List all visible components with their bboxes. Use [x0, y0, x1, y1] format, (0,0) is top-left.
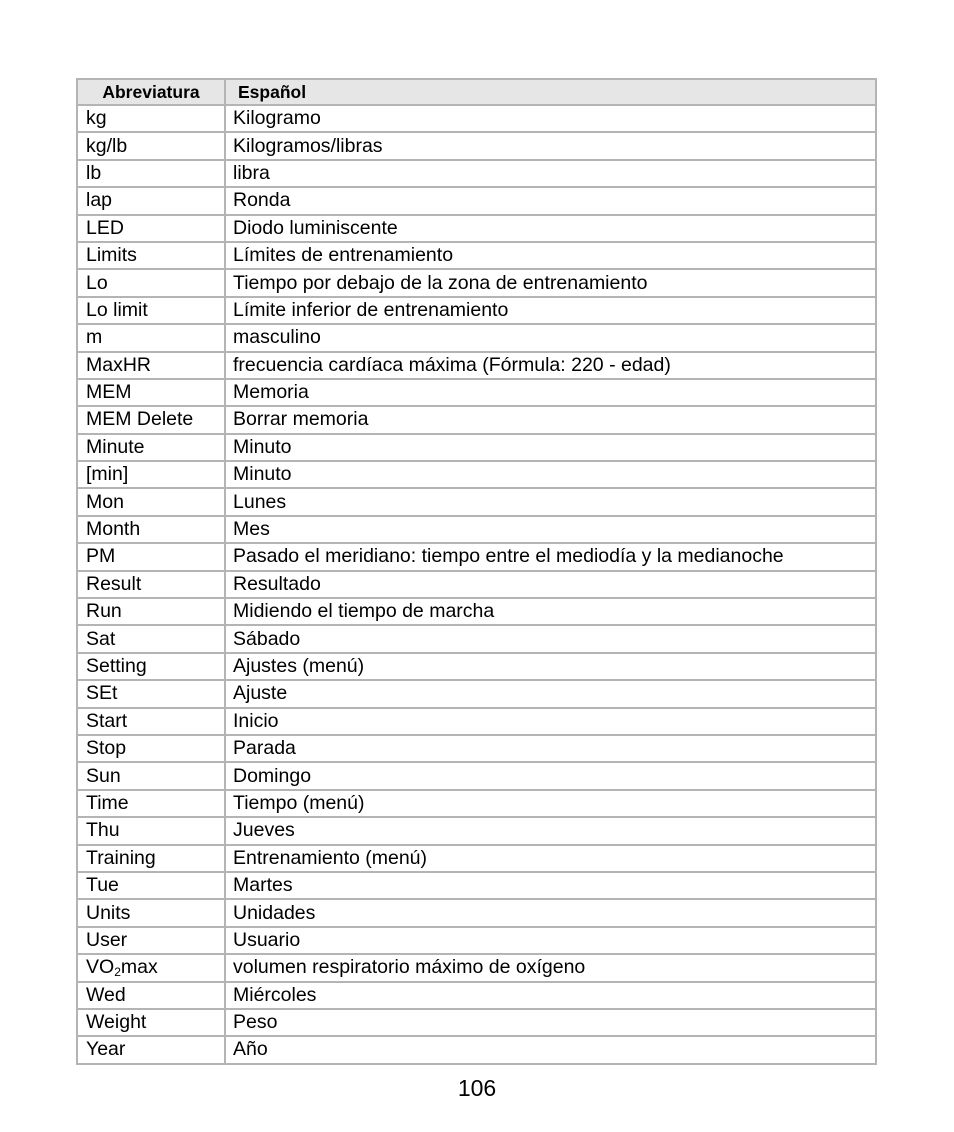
- table-row: [78, 791, 877, 818]
- table-row: [78, 1037, 877, 1064]
- table-row: [78, 599, 877, 626]
- abbreviation-cell: Sat: [78, 626, 226, 653]
- table-row: [78, 161, 877, 188]
- meaning-cell: Lunes: [226, 489, 877, 516]
- table-row: [78, 106, 877, 133]
- abbreviation-text: max: [120, 956, 158, 979]
- abbreviation-cell: PM: [78, 544, 226, 571]
- table-row: [78, 188, 877, 215]
- abbreviation-cell: Mon: [78, 489, 226, 516]
- meaning-cell: Midiendo el tiempo de marcha: [226, 599, 877, 626]
- meaning-cell: Jueves: [226, 818, 877, 845]
- meaning-cell: Minuto: [226, 462, 877, 489]
- table-row: [78, 353, 877, 380]
- table-row: [78, 462, 877, 489]
- table-row: [78, 435, 877, 462]
- table-row: [78, 270, 877, 297]
- table-row: [78, 763, 877, 790]
- table-row: [78, 489, 877, 516]
- meaning-cell: Tiempo (menú): [226, 791, 877, 818]
- abbreviation-cell: Start: [78, 709, 226, 736]
- meaning-cell: libra: [226, 161, 877, 188]
- table-row: [78, 736, 877, 763]
- meaning-cell: Kilogramos/libras: [226, 133, 877, 160]
- meaning-cell: Tiempo por debajo de la zona de entrenamiento: [226, 270, 877, 297]
- abbreviation-cell: MaxHR: [78, 353, 226, 380]
- meaning-cell: Entrenamiento (menú): [226, 846, 877, 873]
- meaning-cell: Pasado el meridiano: tiempo entre el mediodía y la medianoche: [226, 544, 877, 571]
- table-row: [78, 654, 877, 681]
- abbreviation-subscript: 2: [114, 965, 121, 980]
- table-row: [78, 818, 877, 845]
- abbreviation-cell: Limits: [78, 243, 226, 270]
- abbreviation-cell: Setting: [78, 654, 226, 681]
- meaning-cell: Resultado: [226, 572, 877, 599]
- table-row: [78, 983, 877, 1010]
- meaning-cell: Límite inferior de entrenamiento: [226, 298, 877, 325]
- meaning-cell: frecuencia cardíaca máxima (Fórmula: 220 - edad): [226, 353, 877, 380]
- abbreviation-cell: Lo limit: [78, 298, 226, 325]
- abbreviation-cell: lb: [78, 161, 226, 188]
- meaning-cell: Domingo: [226, 763, 877, 790]
- abbreviation-table: [76, 78, 877, 1065]
- column-header-spanish: Español: [226, 80, 877, 106]
- meaning-cell: Borrar memoria: [226, 407, 877, 434]
- abbreviation-cell: Tue: [78, 873, 226, 900]
- abbreviation-cell: User: [78, 928, 226, 955]
- table-row: [78, 873, 877, 900]
- abbreviation-cell: Stop: [78, 736, 226, 763]
- abbreviation-cell: kg/lb: [78, 133, 226, 160]
- meaning-cell: Memoria: [226, 380, 877, 407]
- table-header-row: [78, 80, 877, 106]
- table-row: [78, 955, 877, 982]
- meaning-cell: Ajustes (menú): [226, 654, 877, 681]
- table-row: [78, 517, 877, 544]
- abbreviation-cell: [78, 955, 226, 982]
- abbreviation-cell: MEM: [78, 380, 226, 407]
- meaning-cell: Inicio: [226, 709, 877, 736]
- abbreviation-cell: Time: [78, 791, 226, 818]
- table-row: [78, 407, 877, 434]
- meaning-cell: Sábado: [226, 626, 877, 653]
- table-row: [78, 900, 877, 927]
- abbreviation-cell: Wed: [78, 983, 226, 1010]
- table-row: [78, 298, 877, 325]
- abbreviation-cell: m: [78, 325, 226, 352]
- meaning-cell: Parada: [226, 736, 877, 763]
- meaning-cell: Ronda: [226, 188, 877, 215]
- meaning-cell: Año: [226, 1037, 877, 1064]
- abbreviation-cell: Units: [78, 900, 226, 927]
- meaning-cell: Ajuste: [226, 681, 877, 708]
- page-number: 106: [457, 1075, 497, 1101]
- meaning-cell: Unidades: [226, 900, 877, 927]
- table-row: [78, 243, 877, 270]
- meaning-cell: Diodo luminiscente: [226, 216, 877, 243]
- table-row: [78, 928, 877, 955]
- table-row: [78, 626, 877, 653]
- table-row: [78, 681, 877, 708]
- table-row: [78, 846, 877, 873]
- table-row: [78, 544, 877, 571]
- meaning-cell: volumen respiratorio máximo de oxígeno: [226, 955, 877, 982]
- abbreviation-cell: Run: [78, 599, 226, 626]
- meaning-cell: Peso: [226, 1010, 877, 1037]
- abbreviation-cell: Month: [78, 517, 226, 544]
- abbreviation-cell: Lo: [78, 270, 226, 297]
- abbreviation-cell: MEM Delete: [78, 407, 226, 434]
- abbreviation-cell: SEt: [78, 681, 226, 708]
- abbreviation-cell: Minute: [78, 435, 226, 462]
- table-row: [78, 1010, 877, 1037]
- abbreviation-text: VO: [86, 956, 115, 979]
- meaning-cell: Usuario: [226, 928, 877, 955]
- meaning-cell: Kilogramo: [226, 106, 877, 133]
- meaning-cell: Minuto: [226, 435, 877, 462]
- abbreviation-cell: kg: [78, 106, 226, 133]
- meaning-cell: Miércoles: [226, 983, 877, 1010]
- abbreviation-cell: lap: [78, 188, 226, 215]
- abbreviation-cell: LED: [78, 216, 226, 243]
- table-row: [78, 133, 877, 160]
- abbreviation-cell: Training: [78, 846, 226, 873]
- table-row: [78, 709, 877, 736]
- column-header-abbreviation: Abreviatura: [78, 80, 226, 106]
- abbreviation-cell: Year: [78, 1037, 226, 1064]
- meaning-cell: Límites de entrenamiento: [226, 243, 877, 270]
- abbreviation-cell: Result: [78, 572, 226, 599]
- meaning-cell: masculino: [226, 325, 877, 352]
- table-row: [78, 572, 877, 599]
- meaning-cell: Mes: [226, 517, 877, 544]
- abbreviation-cell: Weight: [78, 1010, 226, 1037]
- meaning-cell: Martes: [226, 873, 877, 900]
- abbreviation-cell: Thu: [78, 818, 226, 845]
- abbreviation-cell: Sun: [78, 763, 226, 790]
- table-row: [78, 380, 877, 407]
- abbreviation-cell: [min]: [78, 462, 226, 489]
- table-row: [78, 216, 877, 243]
- table-row: [78, 325, 877, 352]
